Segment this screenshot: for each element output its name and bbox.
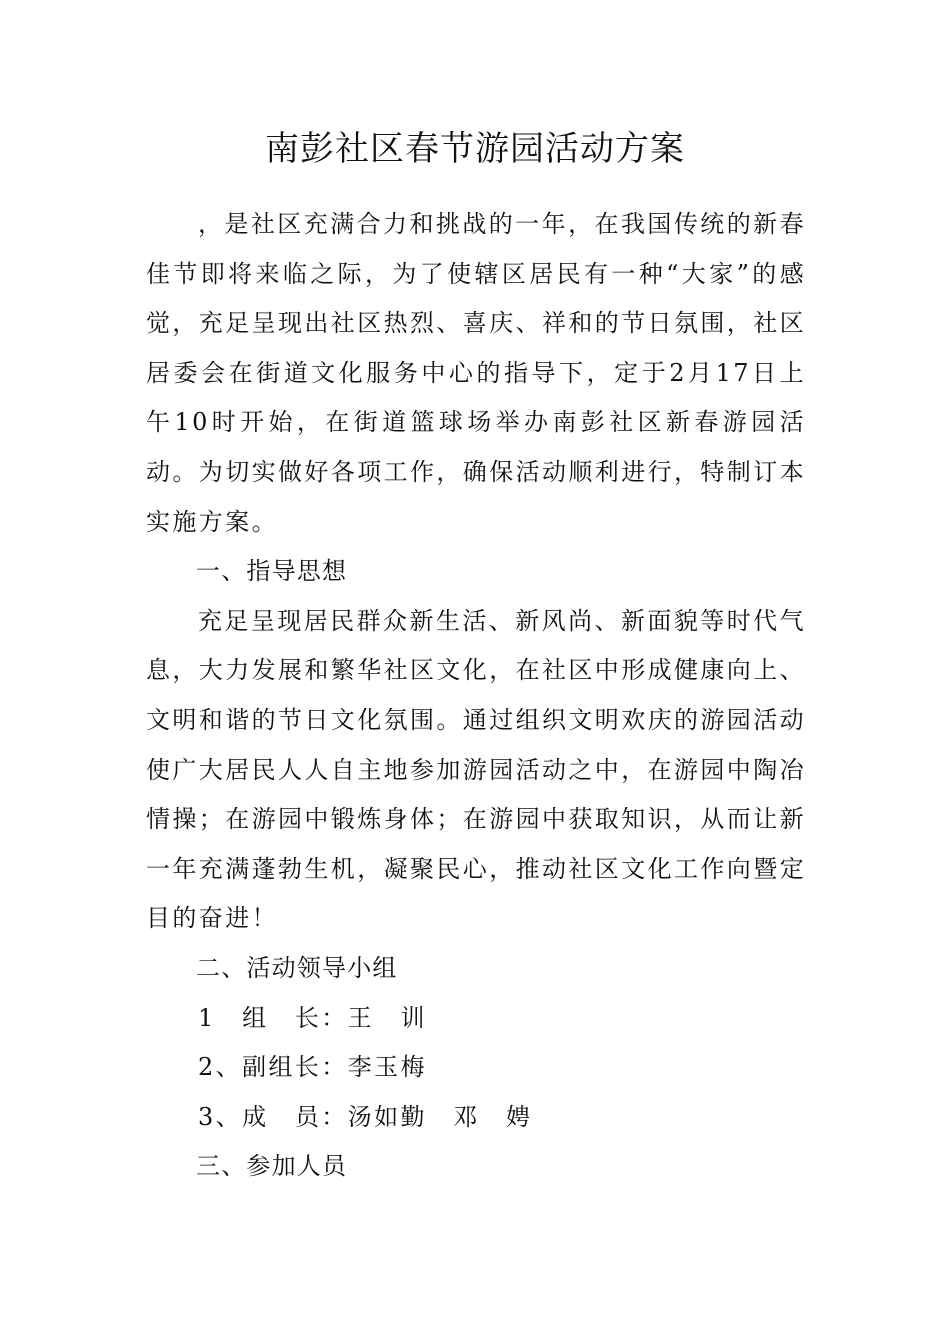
member-deputy-leader: 2、副组长：李玉梅 [198, 1053, 427, 1082]
section-heading-leadership-group: 二、活动领导小组 [196, 953, 398, 982]
document-body [146, 200, 806, 1192]
guiding-ideology-paragraph: 充足呈现居民群众新生活、新风尚、新面貌等时代气息，大力发展和繁华社区文化，在社区中形成健康向上、文明和谐的节日文化氛围。通过组织文明欢庆的游园活动使广大居民人人自主地参加游园活动之中，在游园中陶冶情操；在游园中锻炼身体；在游园中获取知识，从而让新一年充满蓬勃生机，凝聚民心，推动社区文化工作向暨定目的奋进！ [146, 606, 806, 933]
intro-paragraph: ，是社区充满合力和挑战的一年，在我国传统的新春佳节即将来临之际，为了使辖区居民有一种“大家”的感觉，充足呈现出社区热烈、喜庆、祥和的节日氛围，社区居委会在街道文化服务中心的指导下，定于2月17日上午10时开始，在街道篮球场举办南彭社区新春游园活动。为切实做好各项工作，确保活动顺利进行，特制订本实施方案。 [146, 210, 806, 536]
section-heading-participants: 三、参加人员 [196, 1152, 348, 1181]
document-title: 南彭社区春节游园活动方案 [265, 129, 685, 169]
member-leader: 1 组 长：王 训 [198, 1003, 427, 1032]
member-members: 3、成 员：汤如勤 邓 娉 [198, 1102, 533, 1131]
section-heading-guiding-ideology: 一、指导思想 [196, 557, 348, 586]
